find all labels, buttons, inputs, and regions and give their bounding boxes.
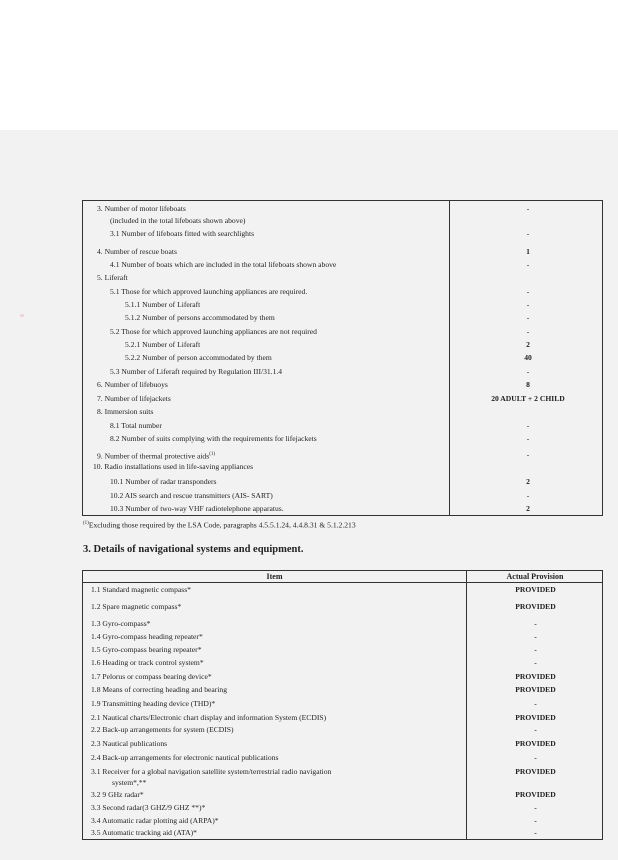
table-row: (included in the total lifeboats shown above) xyxy=(110,216,246,225)
table-row: 5.2 Those for which approved launching appliances are not required - xyxy=(110,327,530,336)
table-row: 5.2.1 Number of Liferaft 2 xyxy=(125,340,530,349)
table-row: 6. Number of lifebuoys 8 xyxy=(97,380,530,389)
navigational-equipment-table: Item Actual Provision 1.1 Standard magnetic compass* PROVIDED 1.2 Spare magnetic compass* PROVIDED 1.3 Gyro-compass* - 1.4 Gyro-compass heading repeater* - 1.5 Gyro-compass bearing repeater* - 1.6 Heading or track control system* - 1.7 Pelorus or compass bearing device* PROVIDED 1.8 Means of correcting heading and bearing PROVIDED 1.9 Transmitting heading device (THD)* - 2.1 Nautical charts/Electronic chart display and information System (ECDIS) PROVIDED 2.2 Back-up arrangements for system (ECDIS) - 2.3 Nautical publications PROVIDED 2.4 Back-up arrangements for electronic nautical publications - 3.1 Receiver for a global navigation satellite system/terrestrial radio navigation PROVIDED system*,** 3.2 9 GHz radar* PROVIDED 3.3 Second radar(3 GHZ/9 GHZ **)* - 3.4 Automatic radar plotting aid (ARPA)* - 3.5 Automatic tracking aid (ATA)* - xyxy=(82,570,603,840)
scan-speck xyxy=(20,314,24,317)
table-row: 5.2.2 Number of person accommodated by them 40 xyxy=(125,353,532,362)
table-row: 10.2 AIS search and rescue transmitters (AIS- SART) - xyxy=(110,491,530,500)
section-heading: 3. Details of navigational systems and equipment. xyxy=(83,544,304,555)
column-divider xyxy=(466,571,467,839)
blank-top-margin xyxy=(0,0,618,130)
table-row: 10. Radio installations used in life-saving appliances xyxy=(93,462,254,471)
header-divider xyxy=(83,582,602,583)
table-row: 10.1 Number of radar transponders 2 xyxy=(110,477,530,486)
table-row: 5.1.1 Number of Liferaft - xyxy=(125,300,530,309)
table-footnote: $^{(1)}$Excluding those required by the LSA Code, paragraphs 4.5.5.1.24, 4.4.8.31 & 5.1.2.213 xyxy=(83,520,356,530)
table-row: 10.3 Number of two-way VHF radiotelephone apparatus. 2 xyxy=(110,504,530,513)
table-row: 5.1 Those for which approved launching appliances are required. - xyxy=(110,287,530,296)
table-row: 5.1.2 Number of persons accommodated by them - xyxy=(125,313,530,322)
table-row: 5. Liferaft xyxy=(97,273,128,282)
table-row: 5.3 Number of Liferaft required by Regulation III/31.1.4 - xyxy=(110,367,530,376)
table-row: 9. Number of thermal protective aids$^{(1)}$ - xyxy=(97,450,530,461)
table-row: 8. Immersion suits xyxy=(97,407,154,416)
table-row: 3. Number of motor lifeboats - xyxy=(97,204,530,213)
table-row: 3.1 Number of lifeboats fitted with searchlights - xyxy=(110,229,530,238)
table-row: 4. Number of rescue boats 1 xyxy=(97,247,530,256)
table-row: 8.1 Total number - xyxy=(110,421,530,430)
table-row: 8.2 Number of suits complying with the requirements for lifejackets - xyxy=(110,434,530,443)
lifesaving-appliances-table xyxy=(82,200,603,516)
table-row: 7. Number of lifejackets 20 ADULT + 2 CHILD xyxy=(97,394,565,403)
column-header-item: Item xyxy=(266,572,283,581)
table-row: 4.1 Number of boats which are included in the total lifeboats shown above - xyxy=(110,260,530,269)
column-header-provision: Actual Provision xyxy=(506,572,564,581)
